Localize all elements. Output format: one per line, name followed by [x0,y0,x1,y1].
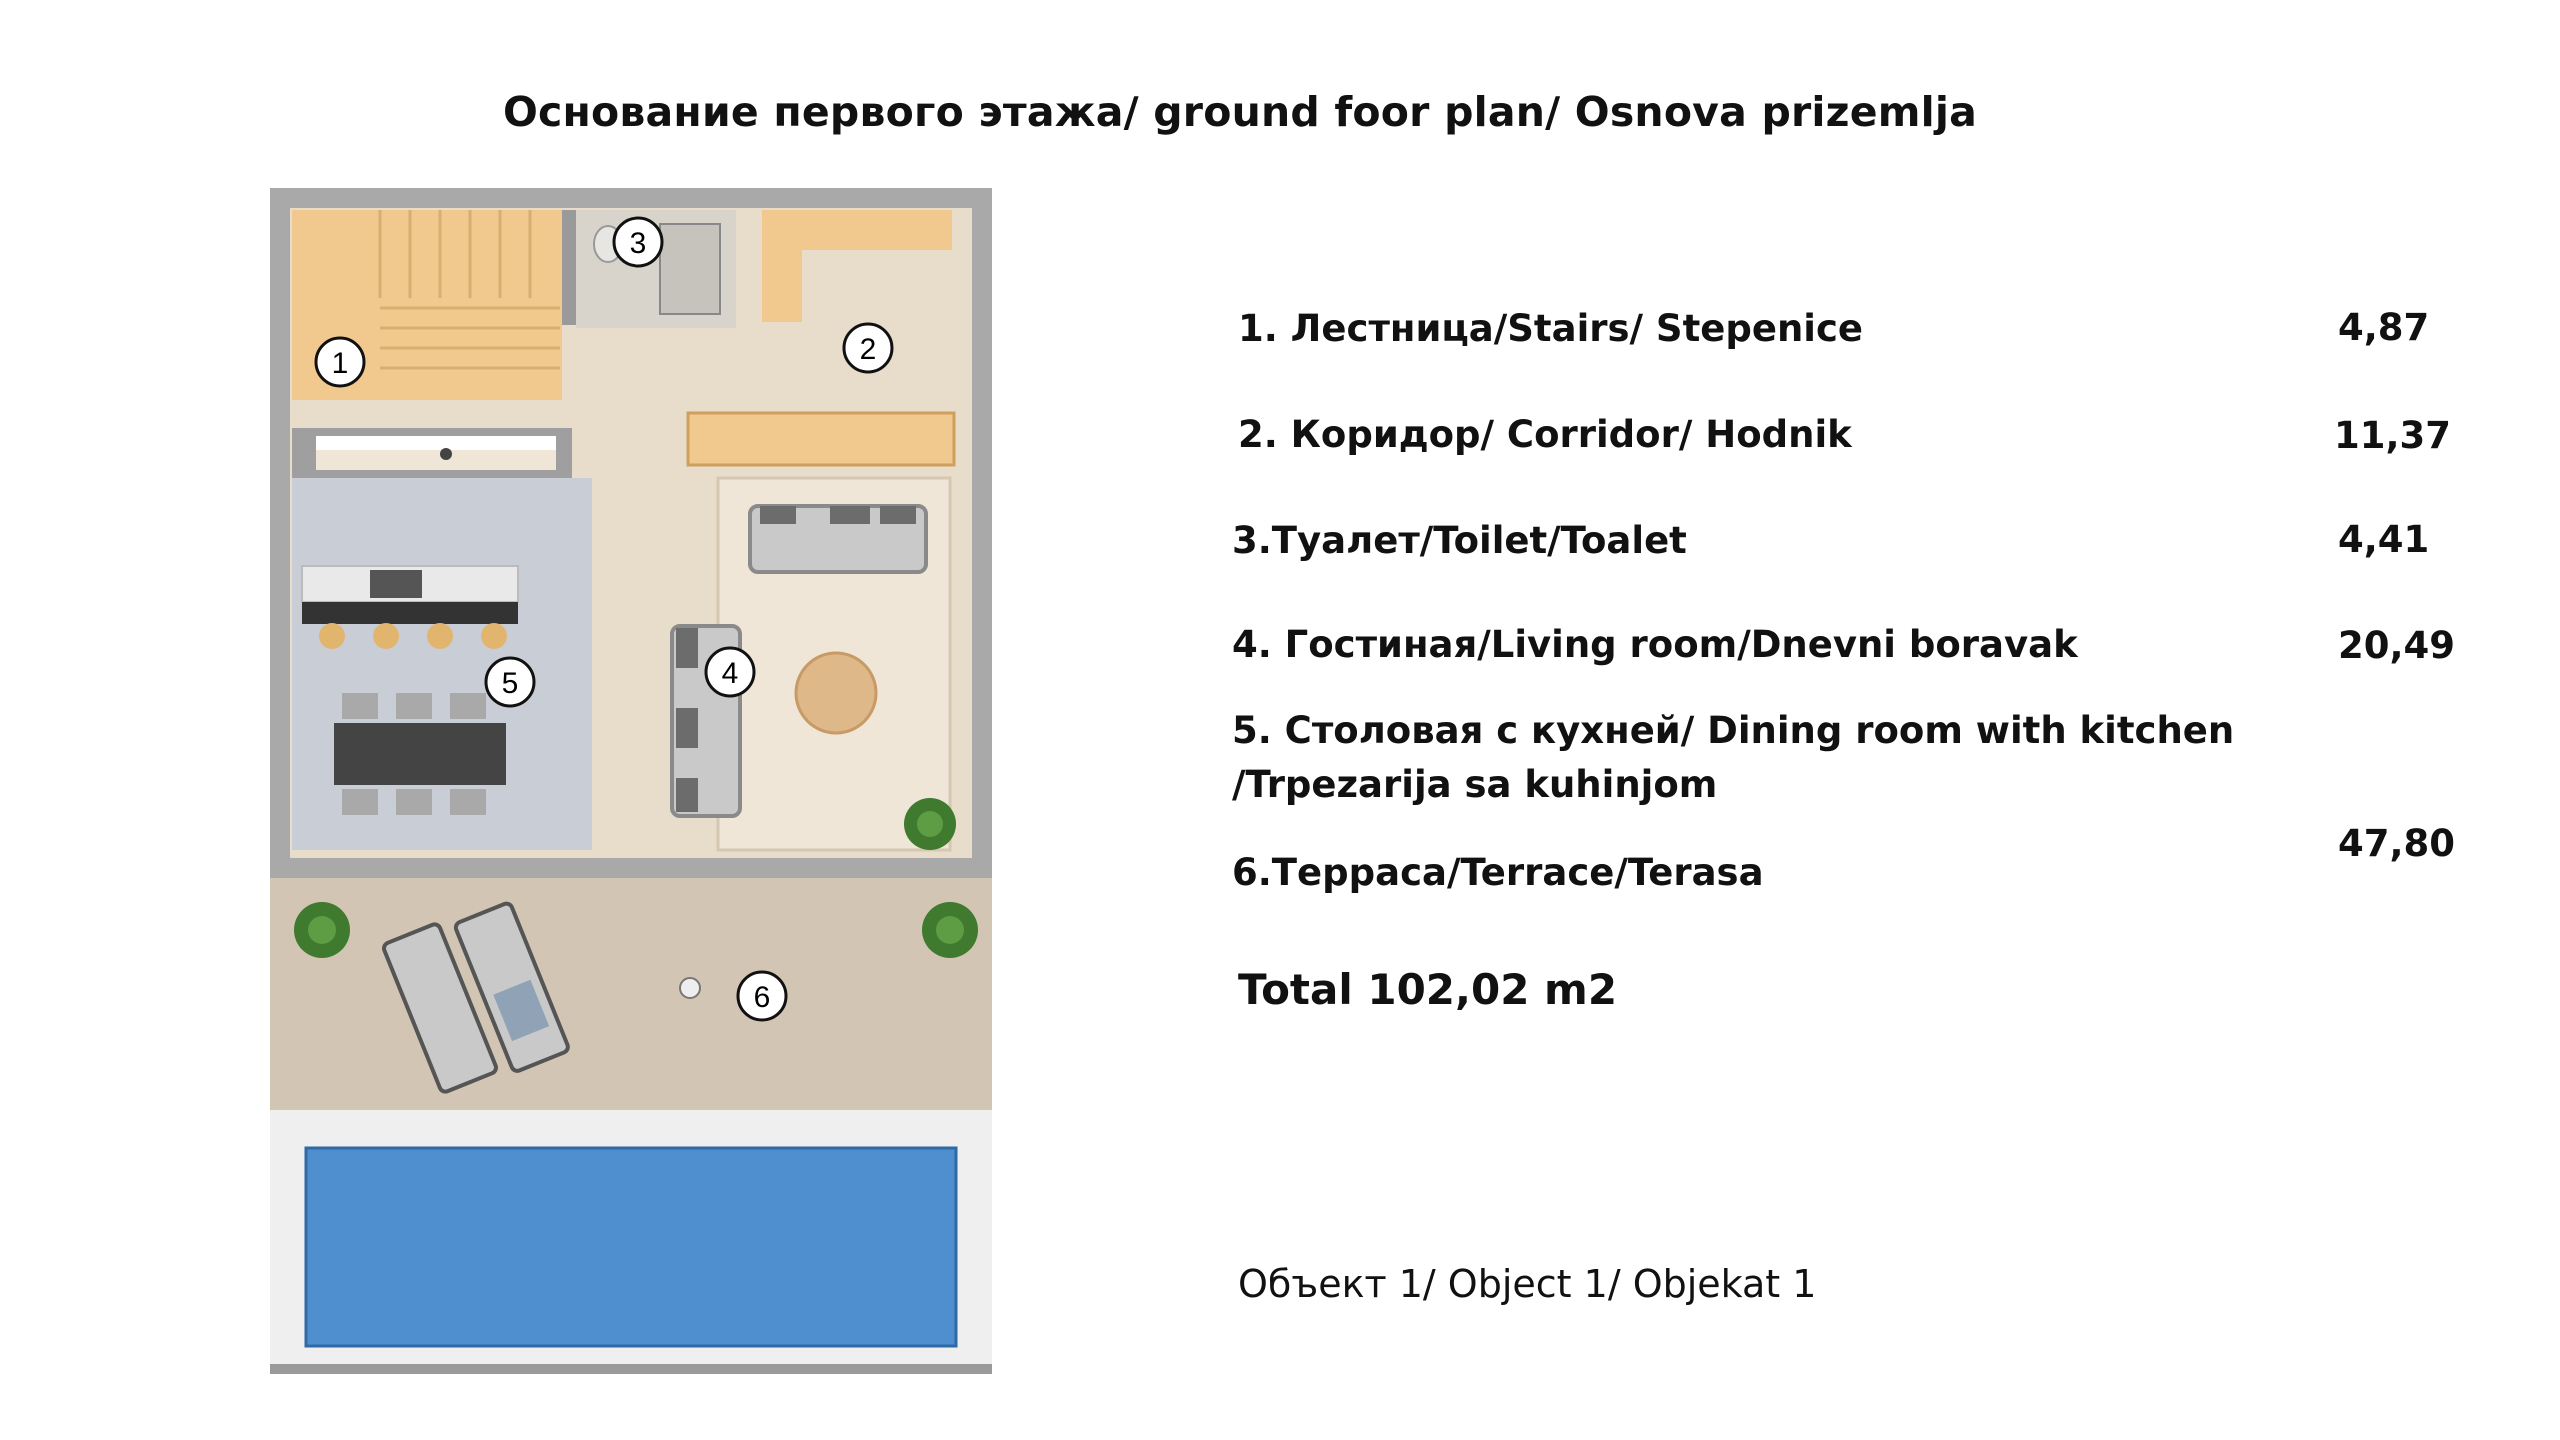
room-1-area: 4,87 [2338,306,2430,349]
room-5-label: 5. Столовая с кухней/ Dining room with kitchen [1232,709,2235,752]
room-6-label: 6.Терраса/Terrace/Terasa [1232,851,1764,894]
room-3-label: 3.Туалет/Toilet/Toalet [1232,519,1687,562]
room-6-area: 47,80 [2338,822,2456,865]
room-5-label-line2: /Trpezarija sa kuhinjom [1232,763,1718,806]
floor-plan-drawing [270,188,992,1374]
marker-2 [844,324,892,372]
page-title: Основание первого этажа/ ground foor plan/ Osnova prizemlja [502,88,1978,136]
total-area: Total 102,02 m2 [1238,965,1618,1014]
marker-3 [614,218,662,266]
room-2-area: 11,37 [2334,414,2452,457]
room-4-area: 20,49 [2338,624,2456,667]
svg-text:5: 5 [501,667,519,700]
room-1-label: 1. Лестница/Stairs/ Stepenice [1238,307,1863,350]
terrace [270,878,992,1110]
coffee-table [796,653,876,733]
object-label: Объект 1/ Object 1/ Objekat 1 [1238,1262,1817,1306]
svg-text:4: 4 [721,657,739,690]
room-4-label: 4. Гостиная/Living room/Dnevni boravak [1232,623,2078,666]
marker-4 [706,648,754,696]
floor-plan [270,188,992,1374]
dining-floor [292,478,592,850]
svg-text:1: 1 [331,347,349,380]
marker-5 [486,658,534,706]
marker-1 [316,338,364,386]
svg-text:2: 2 [859,333,877,366]
pool [306,1148,956,1346]
marker-6 [738,972,786,1020]
room-3-area: 4,41 [2338,518,2430,561]
svg-text:3: 3 [629,227,647,260]
room-2-label: 2. Коридор/ Corridor/ Hodnik [1238,413,1852,456]
svg-text:6: 6 [753,981,771,1014]
